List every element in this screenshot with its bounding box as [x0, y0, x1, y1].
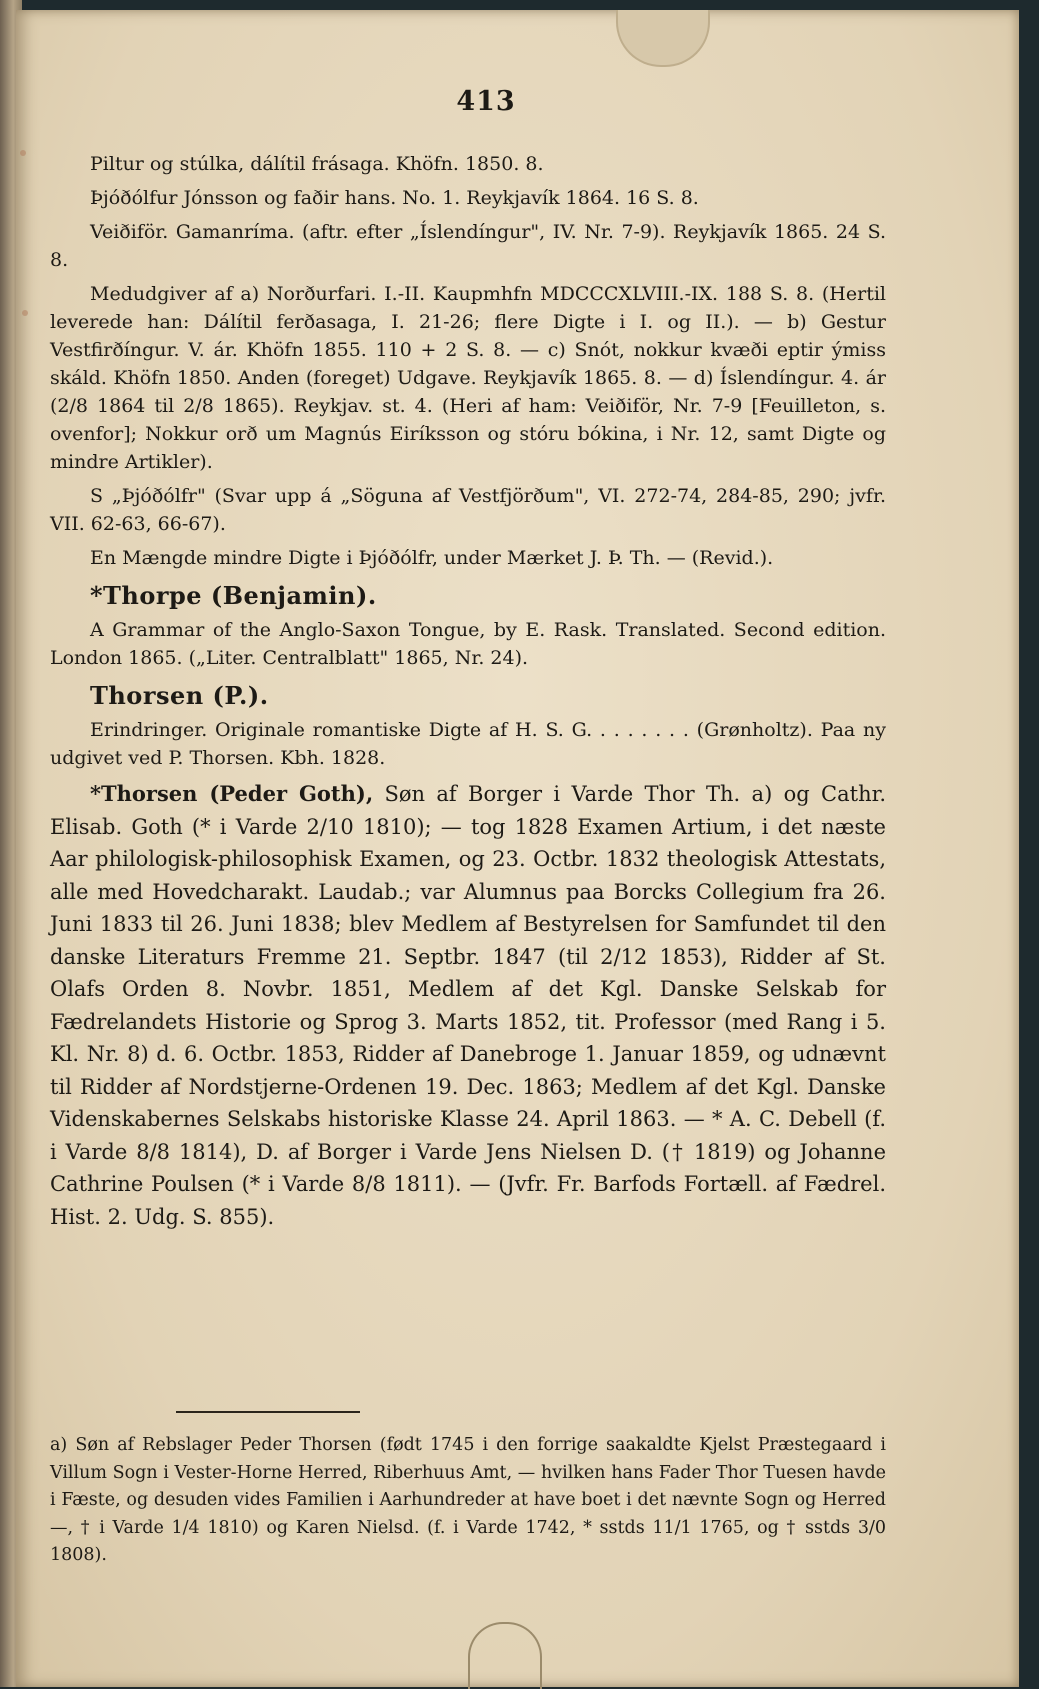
- paper-stain: [22, 310, 28, 316]
- heading-thorsen-p: Thorsen (P.).: [90, 681, 269, 710]
- page-body: [50, 150, 886, 1254]
- entry-thorsen-p: Erindringer. Originale romantiske Digte af H. S. G. . . . . . . . (Grønholtz). Paa ny udgivet ved P. Thorsen. Kbh. 1828.: [50, 719, 886, 769]
- page-clip-bottom: [468, 1622, 542, 1689]
- paper-stain: [20, 150, 26, 156]
- entry-medudgiver: Medudgiver af a) Norðurfari. I.-II. Kaupmhfn MDCCCXLVIII.-IX. 188 S. 8. (Hertil leverede han: Dálítil ferðasaga, I. 21-26; flere Digte i I. og II.). — b) Gestur Vestfirðíngur. V. ár. Khöfn 1855. 110 + 2 S. 8. — c) Snót, nokkur kvæði eptir ýmiss skáld. Khöfn 1850. Anden (foreget) Udgave. Reykjavík 1865. 8. — d) Íslendíngur. 4. ár (2/8 1864 til 2/8 1865). Reykjav. st. 4. (Heri af ham: Veiðiför, Nr. 7-9 [Feuilleton, s. ovenfor]; Nokkur orð um Magnús Eiríksson og stóru bókina, i Nr. 12, samt Digte og mindre Artikler).: [50, 283, 886, 473]
- biography-text: Søn af Borger i Varde Thor Th. a) og Cathr. Elisab. Goth (* i Varde 2/10 1810); — tog 1828 Examen Artium, i det næste Aar philologisk-philosophisk Examen, og 23. Octbr. 1832 theologisk Attestats, alle med Hovedcharakt. Laudab.; var Alumnus paa Borcks Collegium fra 26. Juni 1833 til 26. Juni 1838; blev Medlem af Bestyrelsen for Samfundet til den danske Literaturs Fremme 21. Septbr. 1847 (til 2/12 1853), Ridder af St. Olafs Orden 8. Novbr. 1851, Medlem af det Kgl. Danske Selskab for Fædrelandets Historie og Sprog 3. Marts 1852, tit. Professor (med Rang i 5. Kl. Nr. 8) d. 6. Octbr. 1853, Ridder af Danebroge 1. Januar 1859, og udnævnt til Ridder af Nordstjerne-Ordenen 19. Dec. 1863; Medlem af det Kgl. Danske Videnskabernes Selskabs historiske Klasse 24. April 1863. — * A. C. Debell (f. i Varde 8/8 1814), D. af Borger i Varde Jens Nielsen D. († 1819) og Johanne Cathrine Poulsen (* i Varde 8/8 1811). — (Jvfr. Fr. Barfods Fortæll. af Fædrel. Hist. 2. Udg. S. 855).: [50, 782, 886, 1229]
- footnote-rule: [176, 1411, 360, 1413]
- heading-thorsen-peder: *Thorsen (Peder Goth),: [90, 781, 374, 806]
- footnote: [50, 1432, 886, 1570]
- page-clip-top: [616, 10, 710, 67]
- entry-veidifor: Veiðiför. Gamanríma. (aftr. efter „Íslendíngur", IV. Nr. 7-9). Reykjavík 1865. 24 S. 8.: [50, 221, 886, 271]
- biography-thorsen-peder: [50, 778, 886, 1233]
- entry-piltur: Piltur og stúlka, dálítil frásaga. Khöfn. 1850. 8.: [90, 153, 544, 175]
- page-number: 413: [456, 86, 516, 117]
- entry-digte: En Mængde mindre Digte i Þjóðólfr, under Mærket J. Þ. Th. — (Revid.).: [90, 547, 774, 569]
- entry-thorpe: A Grammar of the Anglo-Saxon Tongue, by E. Rask. Translated. Second edition. London 1865. („Liter. Centralblatt" 1865, Nr. 24).: [50, 619, 886, 669]
- book-page: [16, 10, 1019, 1687]
- heading-thorpe: *Thorpe (Benjamin).: [90, 581, 377, 610]
- entry-thjodolfur: Þjóðólfur Jónsson og faðir hans. No. 1. Reykjavík 1864. 16 S. 8.: [90, 187, 699, 209]
- entry-svar: S „Þjóðólfr" (Svar upp á „Söguna af Vestfjörðum", VI. 272-74, 284-85, 290; jvfr. VII. 62-63, 66-67).: [50, 485, 886, 535]
- footnote-text: a) Søn af Rebslager Peder Thorsen (født 1745 i den forrige saakaldte Kjelst Præstegaard i Villum Sogn i Vester-Horne Herred, Riberhuus Amt, — hvilken hans Fader Thor Tuesen havde i Fæste, og desuden vides Familien i Aarhundreder at have boet i det nævnte Sogn og Herred —, † i Varde 1/4 1810) og Karen Nielsd. (f. i Varde 1742, * sstds 11/1 1765, og † sstds 3/0 1808).: [50, 1435, 886, 1565]
